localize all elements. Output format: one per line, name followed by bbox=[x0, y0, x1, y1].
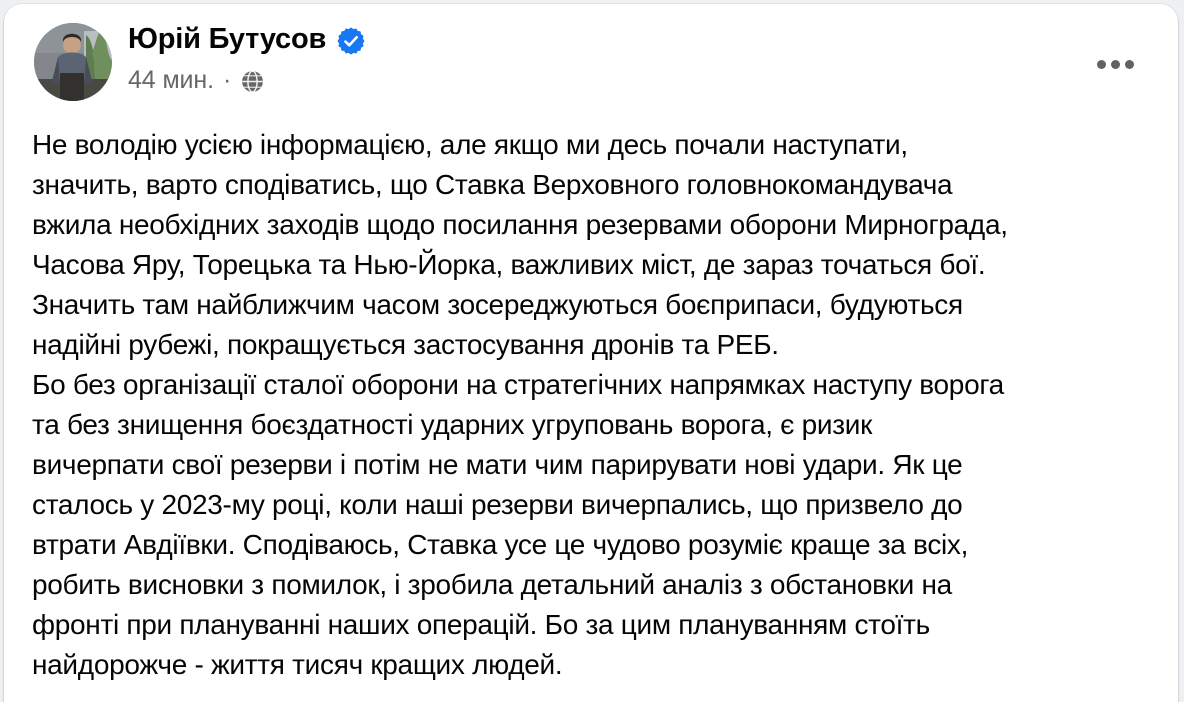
post-text-line: робить висновки з помилок, і зробила детальний аналіз з обстановки на bbox=[32, 569, 952, 600]
post-text-line: втрати Авдіївки. Сподіваюсь, Ставка усе це чудово розуміє краще за всіх, bbox=[32, 529, 969, 560]
meta-separator: · bbox=[222, 66, 232, 94]
post-text-line: значить, варто сподіватись, що Ставка Верховного головнокомандувача bbox=[32, 169, 953, 200]
avatar[interactable] bbox=[34, 23, 112, 101]
post-text-line: Не володію усією інформацією, але якщо ми десь почали наступати, bbox=[32, 129, 908, 160]
post-text-line: вжила необхідних заходів щодо посилання резервами оборони Мирнограда, bbox=[32, 209, 1008, 240]
post-text-line: фронті при плануванні наших операцій. Бо за цим плануванням стоїть bbox=[32, 609, 930, 640]
post-text-line: Часова Яру, Торецька та Нью-Йорка, важливих міст, де зараз точаться бої. bbox=[32, 249, 986, 280]
post-header bbox=[128, 20, 365, 95]
public-globe-icon bbox=[240, 69, 265, 94]
facebook-post-card bbox=[4, 4, 1178, 702]
post-timestamp[interactable]: 44 мин. bbox=[128, 66, 214, 94]
post-text-line: надійні рубежі, покращується застосування дронів та РЕБ. bbox=[32, 329, 779, 360]
post-text-line: Значить там найближчим часом зосереджуються боєприпаси, будуються bbox=[32, 289, 963, 320]
ellipsis-icon bbox=[1125, 60, 1134, 69]
author-name[interactable]: Юрій Бутусов bbox=[128, 22, 327, 55]
ellipsis-icon bbox=[1097, 60, 1106, 69]
post-text-line: вичерпати свої резерви і потім не мати чим парирувати нові удари. Як це bbox=[32, 449, 963, 480]
post-text-line: сталось у 2023-му році, коли наші резерви вичерпались, що призвело до bbox=[32, 489, 963, 520]
ellipsis-icon bbox=[1111, 60, 1120, 69]
post-text bbox=[32, 125, 1162, 685]
post-text-line: найдорожче - життя тисяч кращих людей. bbox=[32, 649, 563, 680]
post-text-line: та без знищення боєздатності ударних угруповань ворога, є ризик bbox=[32, 409, 873, 440]
verified-badge-icon bbox=[337, 27, 365, 55]
author-row bbox=[128, 20, 365, 58]
post-text-line: Бо без організації сталої оборони на стратегічних напрямках наступу ворога bbox=[32, 369, 1004, 400]
profile-photo-placeholder bbox=[34, 23, 112, 101]
post-meta bbox=[128, 66, 365, 95]
more-options-button[interactable] bbox=[1086, 44, 1144, 84]
